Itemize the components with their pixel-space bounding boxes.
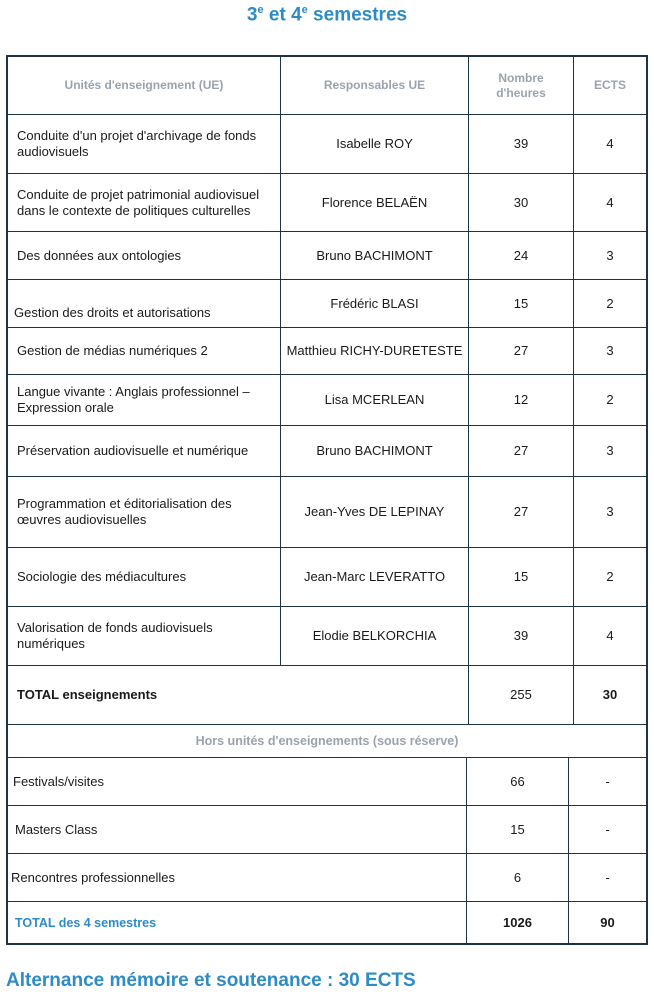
total-heures: 255 xyxy=(468,666,573,724)
responsable-cell: Bruno BACHIMONT xyxy=(280,426,468,476)
ects-cell: 3 xyxy=(573,232,646,279)
responsable-cell: Florence BELAËN xyxy=(280,174,468,231)
heures-cell: 27 xyxy=(468,328,573,374)
header-ue: Unités d'enseignement (UE) xyxy=(64,78,224,92)
hors-ue-row xyxy=(8,758,646,806)
ue-cell: Langue vivante : Anglais professionnel – Expression orale xyxy=(17,384,250,415)
table-row xyxy=(8,174,646,232)
heures-cell: 39 xyxy=(468,607,573,665)
hors-ue-header-row xyxy=(8,725,646,758)
responsable-cell: Frédéric BLASI xyxy=(280,280,468,327)
heures-cell: 27 xyxy=(468,426,573,476)
ue-cell: Conduite d'un projet d'archivage de fonds audiovisuels xyxy=(17,128,257,159)
heures-cell: 12 xyxy=(468,375,573,425)
ects-cell: 2 xyxy=(573,375,646,425)
ects-cell: 4 xyxy=(573,174,646,231)
page-title: 3e et 4e semestres xyxy=(246,4,408,26)
hors-ue-heures: 15 xyxy=(466,806,568,853)
ects-cell: 2 xyxy=(573,280,646,327)
grand-total-heures: 1026 xyxy=(466,902,568,943)
table-row xyxy=(8,375,646,426)
table-row xyxy=(8,115,646,174)
ects-cell: 2 xyxy=(573,548,646,606)
ue-cell: Préservation audiovisuelle et numérique xyxy=(17,443,249,458)
total-row xyxy=(8,666,646,725)
ects-cell: 3 xyxy=(573,328,646,374)
heures-cell: 15 xyxy=(468,280,573,327)
curriculum-table xyxy=(6,55,648,945)
ue-cell: Gestion des droits et autorisations xyxy=(14,305,211,320)
responsable-cell: Matthieu RICHY-DURETESTE xyxy=(280,328,468,374)
header-heures: Nombre d'heures xyxy=(468,57,573,114)
total-label: TOTAL enseignements xyxy=(17,687,158,702)
table-row xyxy=(8,280,646,328)
header-responsables: Responsables UE xyxy=(280,57,468,114)
table-row xyxy=(8,477,646,548)
responsable-cell: Jean-Marc LEVERATTO xyxy=(280,548,468,606)
hors-ue-row xyxy=(8,854,646,902)
heures-cell: 27 xyxy=(468,477,573,547)
ue-cell: Conduite de projet patrimonial audiovisuel dans le contexte de politiques culturelles xyxy=(17,186,260,218)
responsable-cell: Bruno BACHIMONT xyxy=(280,232,468,279)
ects-cell: 3 xyxy=(573,477,646,547)
ue-cell: Valorisation de fonds audiovisuels numériques xyxy=(17,620,213,651)
responsable-cell: Jean-Yves DE LEPINAY xyxy=(280,477,468,547)
ue-cell: Gestion de médias numériques 2 xyxy=(17,343,208,358)
table-row xyxy=(8,232,646,280)
hors-ue-ects: - xyxy=(568,854,646,901)
hors-ue-ects: - xyxy=(568,758,646,805)
heures-cell: 24 xyxy=(468,232,573,279)
responsable-cell: Lisa MCERLEAN xyxy=(280,375,468,425)
section-title-alternance: Alternance mémoire et soutenance : 30 ECTS xyxy=(6,970,416,991)
ects-cell: 4 xyxy=(573,607,646,665)
grand-total-row xyxy=(8,902,646,943)
grand-total-label: TOTAL des 4 semestres xyxy=(15,915,157,930)
heures-cell: 15 xyxy=(468,548,573,606)
hors-ue-row xyxy=(8,806,646,854)
table-row xyxy=(8,328,646,375)
hors-ue-label: Masters Class xyxy=(15,821,98,837)
responsable-cell: Elodie BELKORCHIA xyxy=(280,607,468,665)
responsable-cell: Isabelle ROY xyxy=(280,115,468,173)
hors-ue-heures: 66 xyxy=(466,758,568,805)
hors-ue-heures: 6 xyxy=(466,854,568,901)
ue-cell: Programmation et éditorialisation des œuvres audiovisuelles xyxy=(17,496,232,527)
heures-cell: 30 xyxy=(468,174,573,231)
table-header-row xyxy=(8,57,646,115)
hors-ue-label: Festivals/visites xyxy=(13,773,105,789)
ects-cell: 4 xyxy=(573,115,646,173)
table-row xyxy=(8,607,646,666)
ue-cell: Des données aux ontologies xyxy=(17,247,182,263)
ects-cell: 3 xyxy=(573,426,646,476)
hors-ue-ects: - xyxy=(568,806,646,853)
hors-ue-label: Rencontres professionnelles xyxy=(11,869,176,885)
header-ects: ECTS xyxy=(573,57,646,114)
table-row xyxy=(8,426,646,477)
ue-cell: Sociologie des médiacultures xyxy=(17,569,187,584)
total-ects: 30 xyxy=(573,666,646,724)
grand-total-ects: 90 xyxy=(568,902,646,943)
table-row xyxy=(8,548,646,607)
heures-cell: 39 xyxy=(468,115,573,173)
hors-ue-header: Hors unités d'enseignements (sous réserve) xyxy=(195,734,459,748)
